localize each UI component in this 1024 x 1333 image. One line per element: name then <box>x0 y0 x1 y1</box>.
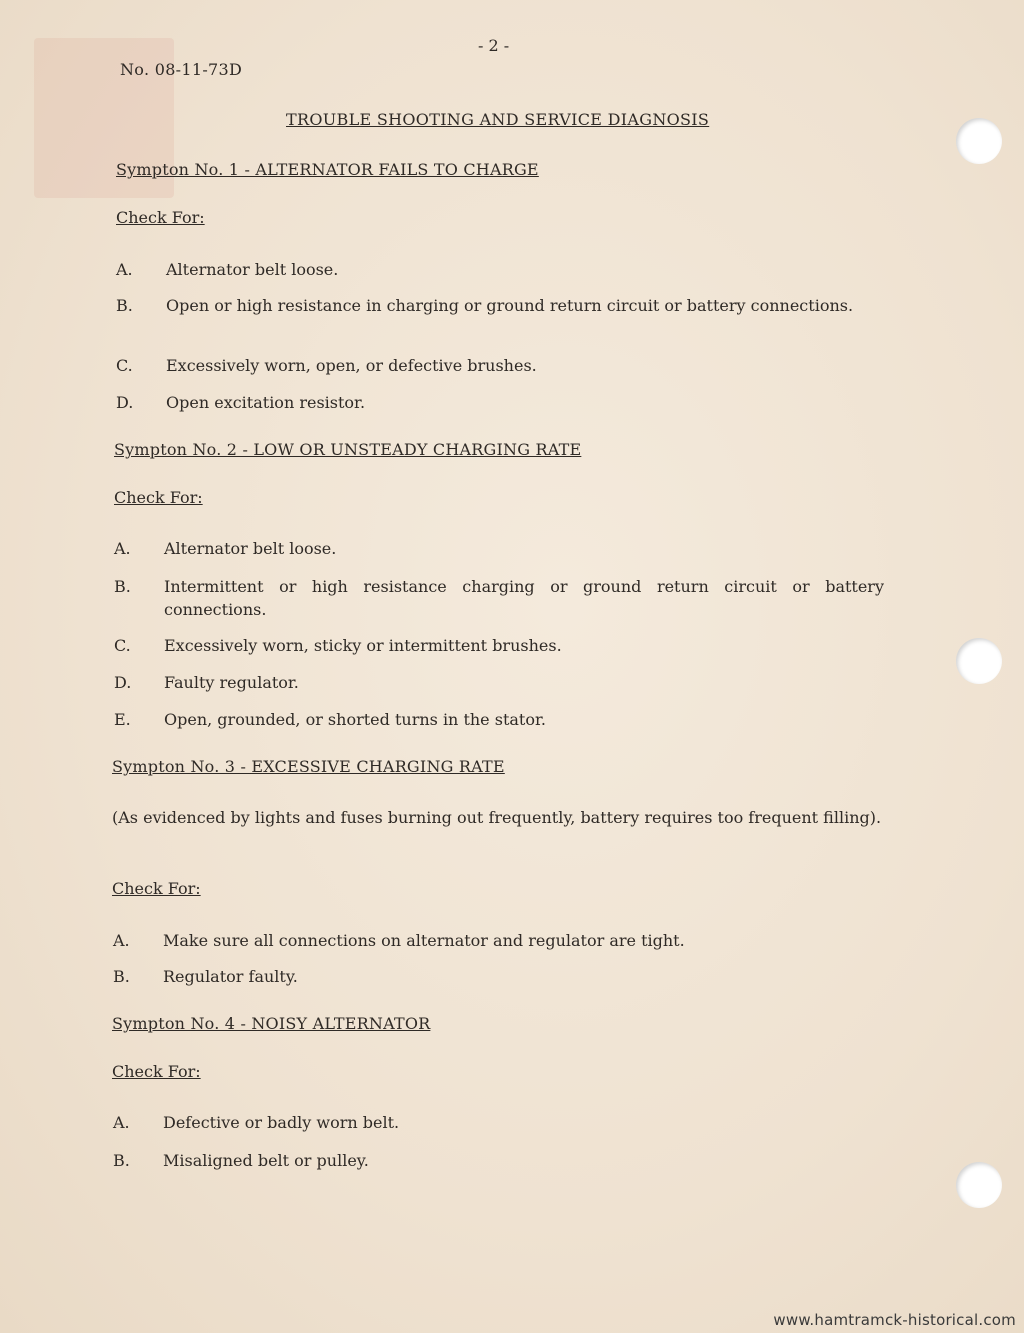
check-for-label: Check For: <box>116 208 205 227</box>
item-text: Intermittent or high resistance charging or ground return circuit or battery connections. <box>164 577 884 619</box>
document-number: No. 08-11-73D <box>120 60 243 79</box>
item-text: Open, grounded, or shorted turns in the stator. <box>164 710 546 729</box>
check-for-label: Check For: <box>114 488 203 507</box>
item-letter: B. <box>114 577 131 596</box>
item-letter: A. <box>114 539 131 558</box>
item-letter: D. <box>114 673 132 692</box>
item-text: Faulty regulator. <box>164 673 299 692</box>
symptom-3-heading: Sympton No. 3 - EXCESSIVE CHARGING RATE <box>112 757 505 776</box>
item-text: Make sure all connections on alternator and regulator are tight. <box>163 931 685 950</box>
item-letter: B. <box>116 296 133 315</box>
item-text: Defective or badly worn belt. <box>163 1113 400 1132</box>
item-text: Misaligned belt or pulley. <box>163 1151 369 1170</box>
item-text: Alternator belt loose. <box>164 539 337 558</box>
item-text: Regulator faulty. <box>163 967 298 986</box>
item-letter: E. <box>114 710 131 729</box>
item-letter: A. <box>113 931 130 950</box>
item-letter: B. <box>113 1151 130 1170</box>
item-letter: C. <box>114 636 131 655</box>
item-text: Excessively worn, open, or defective brushes. <box>166 356 537 375</box>
check-for-label: Check For: <box>112 879 201 898</box>
item-letter: A. <box>113 1113 130 1132</box>
punch-hole-bottom <box>956 1162 1002 1208</box>
item-letter: D. <box>116 393 134 412</box>
item-text: Alternator belt loose. <box>166 260 339 279</box>
site-watermark: www.hamtramck-historical.com <box>773 1311 1016 1329</box>
symptom-3-note: (As evidenced by lights and fuses burning out frequently, battery requires too frequent filling). <box>112 808 882 827</box>
check-for-label: Check For: <box>112 1062 201 1081</box>
item-text: Open or high resistance in charging or ground return circuit or battery connections. <box>166 296 854 315</box>
item-text: Excessively worn, sticky or intermittent brushes. <box>164 636 562 655</box>
item-letter: A. <box>116 260 133 279</box>
page-title: TROUBLE SHOOTING AND SERVICE DIAGNOSIS <box>286 110 710 129</box>
item-text: Open excitation resistor. <box>166 393 366 412</box>
symptom-1-heading: Sympton No. 1 - ALTERNATOR FAILS TO CHARGE <box>116 160 539 179</box>
symptom-4-heading: Sympton No. 4 - NOISY ALTERNATOR <box>112 1014 431 1033</box>
item-letter: C. <box>116 356 133 375</box>
item-letter: B. <box>113 967 130 986</box>
punch-hole-middle <box>956 638 1002 684</box>
punch-hole-top <box>956 118 1002 164</box>
symptom-2-heading: Sympton No. 2 - LOW OR UNSTEADY CHARGING RATE <box>114 440 582 459</box>
page-number: - 2 - <box>478 36 510 55</box>
